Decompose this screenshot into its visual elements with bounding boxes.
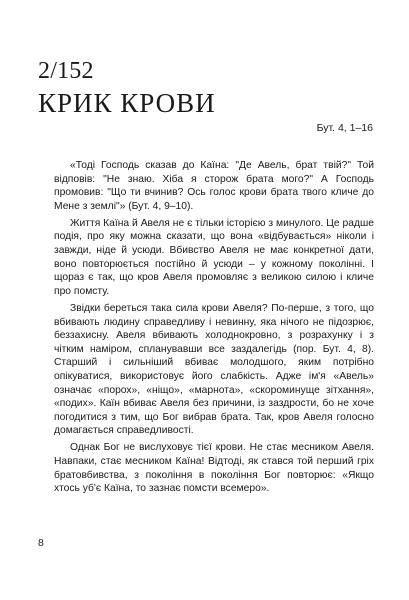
paragraph: «Тоді Господь сказав до Каїна: "Де Авель, брат твій?" Той відповів: "Не знаю. Хіба я сторож брата мого?" А Господь промовив: "Що ти вчинив? Ось голос крови брата твого кличе до Мене з землі"» (Бут. 4, 9–10). (54, 160, 374, 212)
paragraph: Звідки береться така сила крови Авеля? По-перше, з того, що вбивають людину справедливу і невинну, яка нічого не підозрює, беззахисну. Авеля вбивають холоднокровно, з розрахунку і з чітким наміром, спланувавши все заздалегідь (пор. Бут. 4, 8). Старший і сильніший вбиває молодшого, яким потрібно опікуватися, використовує його слабкість. Адже ім'я «Авель» означає «порох», «ніщо», «марнота», «скороминуще зітхання», «подих». Каїн вбиває Авеля без причини, із заздрости, бо не хоче погодитися з тим, що Бог вибрав брата. Так, кров Авеля голосно домагається справедливості. (54, 302, 374, 437)
paragraph: Однак Бог не вислуховує тієї крови. Не стає месником Авеля. Навпаки, стає месником Каїна! Відтоді, як стався той перший гріх братовбивства, з покоління в покоління Бог повторює: «Якщо хтось уб'є Каїна, то зазнає помсти всемеро». (54, 442, 374, 495)
paragraph: Життя Каїна й Авеля не є тільки історією з минулого. Це радше подія, про яку можна сказати, що вона «відбувається» ніколи і завжди, ніде й усюди. Вбивство Авеля не має конкретної дати, воно повторюється постійно й усюди – у кожному поколінні. І щораз є так, що кров Авеля промовляє з великою силою і кличе про помсту. (54, 217, 374, 297)
chapter-title: КРИК КРОВИ (38, 88, 216, 118)
body-text (54, 159, 374, 499)
scripture-reference: Бут. 4, 1–16 (316, 122, 373, 134)
chapter-number: 2/152 (38, 58, 94, 84)
page-number: 8 (38, 537, 44, 549)
